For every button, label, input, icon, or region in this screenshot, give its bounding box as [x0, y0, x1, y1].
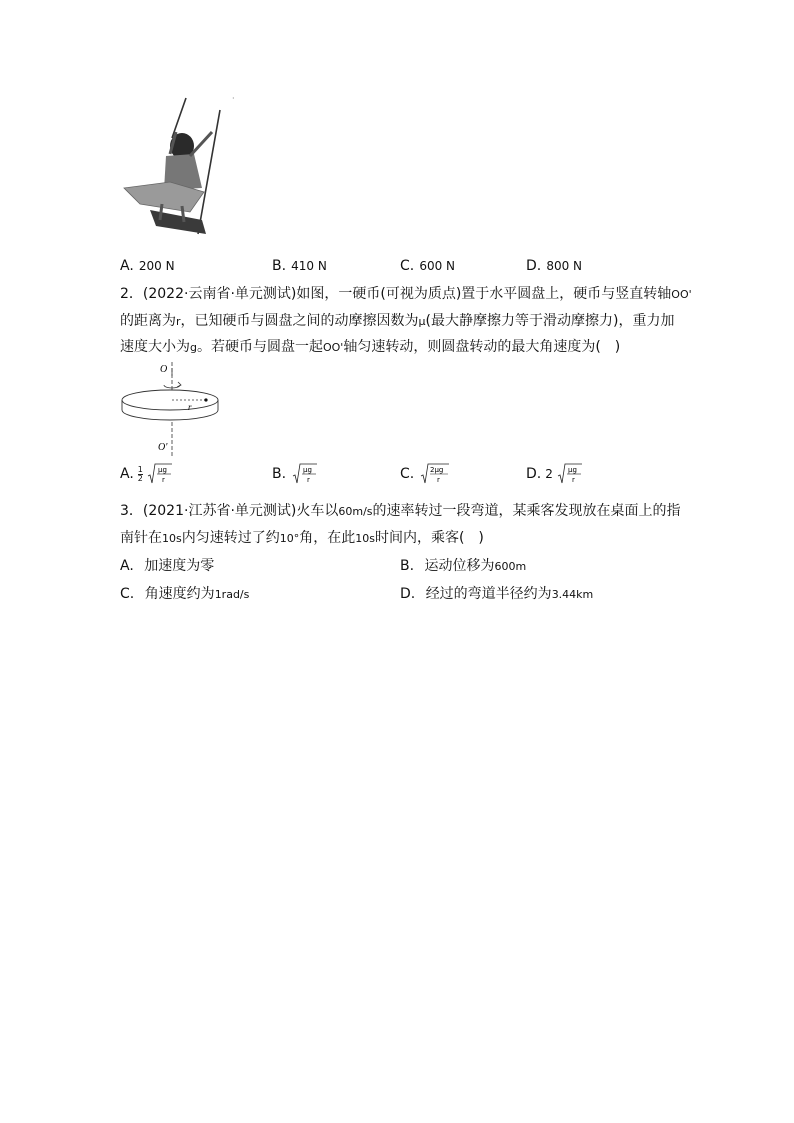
- q3-time: 10s: [355, 532, 375, 545]
- option-text: 运动位移为: [424, 558, 495, 574]
- q3-option-c[interactable]: [120, 583, 249, 603]
- q3-line-2: [120, 527, 484, 547]
- q1-option-b[interactable]: [272, 255, 327, 274]
- coef: 2: [545, 467, 553, 481]
- q2-var-r: r: [176, 315, 181, 328]
- option-letter: C.: [120, 586, 135, 602]
- q2-line-3: [120, 336, 620, 356]
- q2-text: 2．(2022·云南省·单元测试)如图，一硬币(可视为质点)置于水平圆盘上，硬币与竖直转轴: [120, 286, 672, 302]
- sqrt-expression: [147, 463, 173, 485]
- option-value: 410 N: [291, 259, 327, 273]
- q3-speed: 60m/s: [338, 505, 373, 518]
- option-text: 加速度为零: [144, 558, 215, 574]
- q1-option-d[interactable]: [526, 255, 582, 274]
- q3-option-a[interactable]: [120, 555, 214, 575]
- q1-option-c[interactable]: [400, 255, 455, 274]
- sqrt-num: μg: [303, 466, 312, 474]
- q2-axis-label: OO': [322, 341, 344, 354]
- option-letter: C.: [400, 258, 415, 274]
- sqrt-num: μg: [567, 466, 577, 474]
- option-value: 600 N: [419, 259, 456, 273]
- coef-den: 2: [137, 473, 143, 483]
- option-letter: B.: [272, 258, 287, 274]
- sqrt-expression: [420, 463, 450, 485]
- q3-time: 10s: [162, 532, 182, 545]
- q3-text: 3．(2021·江苏省·单元测试)火车以: [120, 503, 339, 519]
- option-letter: B.: [272, 466, 287, 482]
- q2-text: 速度大小为: [120, 339, 190, 355]
- q2-axis-label: OO': [671, 288, 692, 301]
- q2-var-g: g: [190, 341, 197, 354]
- axis-bottom-label: O': [158, 442, 168, 453]
- option-letter: D.: [400, 586, 416, 602]
- sqrt-den: r: [571, 476, 575, 484]
- option-value: 1rad/s: [214, 588, 250, 601]
- sqrt-den: r: [307, 476, 310, 484]
- figure-dot: ·: [232, 94, 235, 103]
- option-text: 经过的弯道半径约为: [425, 586, 552, 602]
- q2-option-a[interactable]: [120, 463, 173, 485]
- disk-figure: [118, 360, 222, 458]
- sqrt-expression: [292, 463, 318, 485]
- q3-text: 的速率转过一段弯道，某乘客发现放在桌面上的指: [372, 503, 681, 519]
- q2-text: ，已知硬币与圆盘之间的动摩擦因数为: [180, 313, 419, 329]
- q2-option-c[interactable]: [400, 463, 450, 485]
- q2-text: 。若硬币与圆盘一起: [196, 339, 323, 355]
- radius-label: r: [188, 402, 192, 412]
- q3-option-b[interactable]: [400, 555, 526, 575]
- sqrt-num: μg: [157, 466, 167, 474]
- swing-figure: [120, 92, 240, 244]
- q3-option-d[interactable]: [400, 583, 593, 603]
- axis-top-label: O: [160, 364, 168, 375]
- q3-angle: 10°: [279, 532, 300, 545]
- option-value: 800 N: [546, 259, 583, 273]
- option-letter: B.: [400, 558, 415, 574]
- sqrt-expression: [557, 463, 583, 485]
- option-letter: A.: [120, 258, 134, 274]
- sqrt-den: r: [437, 476, 441, 484]
- option-value: 3.44km: [551, 588, 594, 601]
- option-letter: D.: [526, 258, 542, 274]
- q3-line-1: [120, 500, 681, 520]
- q3-text: 内匀速转过了约: [181, 530, 280, 546]
- option-value: 600m: [494, 560, 527, 573]
- q3-text: 时间内，乘客( ): [374, 530, 484, 546]
- sqrt-num: 2μg: [430, 466, 444, 474]
- coef-fraction: [138, 466, 143, 483]
- q1-option-a[interactable]: [120, 255, 175, 274]
- option-letter: A.: [120, 558, 134, 574]
- option-value: 200 N: [138, 259, 175, 273]
- q2-text: 的距离为: [120, 313, 176, 329]
- q2-line-2: [120, 310, 674, 330]
- sqrt-den: r: [161, 476, 165, 484]
- q2-line-1: [120, 283, 692, 303]
- q2-text: (最大静摩擦力等于滑动摩擦力)，重力加: [425, 313, 675, 329]
- q3-text: 角，在此: [299, 530, 356, 546]
- option-text: 角速度约为: [144, 586, 215, 602]
- q2-option-b[interactable]: [272, 463, 318, 485]
- option-letter: A.: [120, 466, 134, 482]
- q2-option-d[interactable]: [526, 463, 583, 485]
- q2-var-mu: μ: [418, 315, 426, 328]
- coef-num: 1: [137, 464, 143, 474]
- option-letter: C.: [400, 466, 415, 482]
- q3-text: 南针在: [120, 530, 162, 546]
- option-letter: D.: [526, 466, 542, 482]
- q2-text: 轴匀速转动，则圆盘转动的最大角速度为( ): [343, 339, 621, 355]
